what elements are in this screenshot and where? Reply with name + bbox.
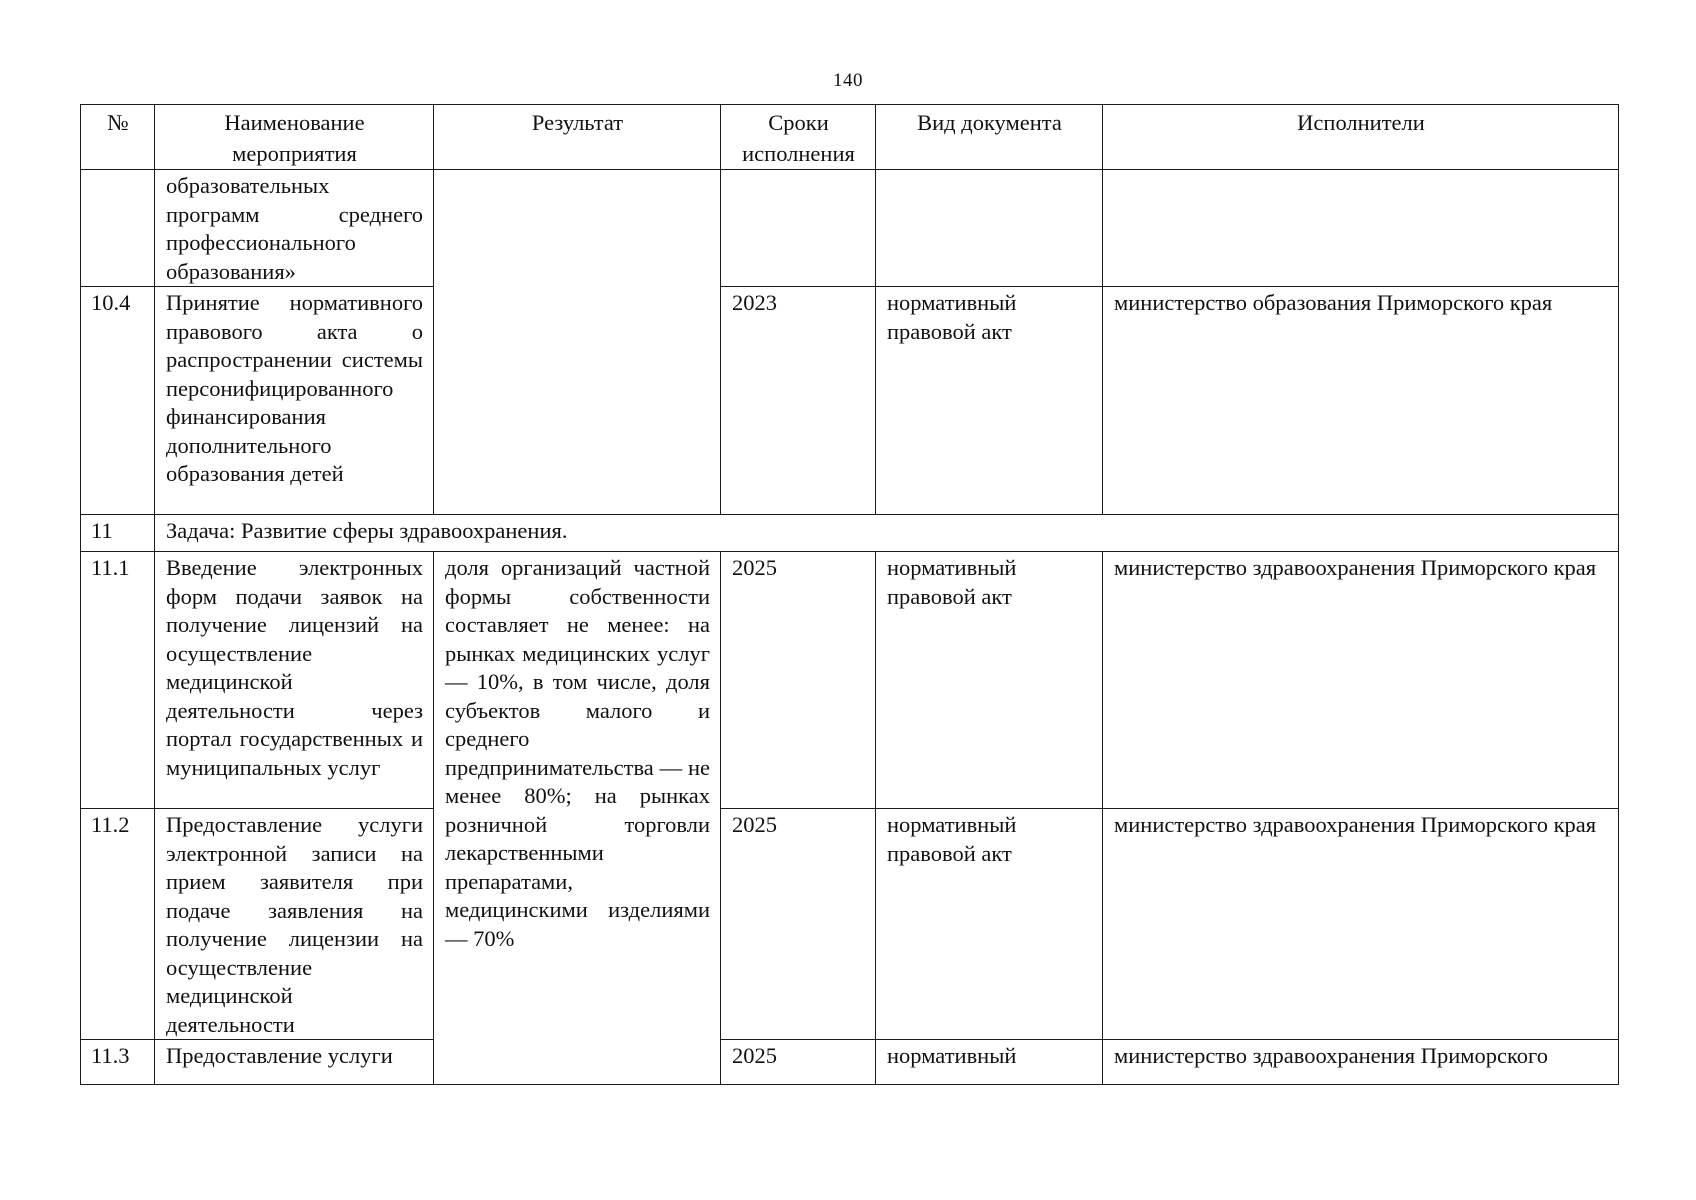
cell-num: 10.4 <box>81 287 155 515</box>
cell-num: 11.1 <box>81 552 155 809</box>
cell-deadline: 2025 <box>721 552 876 809</box>
cell-num: 11 <box>81 515 155 552</box>
header-result: Результат <box>434 105 721 170</box>
cell-name: Предоставление услуги электронной записи на прием заявителя при подаче заявления на получение лицензии на осуществление медицинской деятельности <box>155 809 434 1040</box>
cell-task-title: Задача: Развитие сферы здравоохранения. <box>155 515 1619 552</box>
cell-num: 11.2 <box>81 809 155 1040</box>
table-row-11-3 <box>81 1040 1619 1085</box>
cell-name: Предоставление услуги <box>155 1040 434 1085</box>
cell-name: Принятие нормативного правового акта о распространении системы персонифицированного финансирования дополнительного образования детей <box>155 287 434 515</box>
cell-executors <box>1103 170 1619 287</box>
cell-executors: министерство здравоохранения Приморского <box>1103 1040 1619 1085</box>
cell-num: 11.3 <box>81 1040 155 1085</box>
header-num: № <box>81 105 155 170</box>
cell-result: доля организаций частной формы собственности составляет не менее: на рынках медицинских услуг — 10%, в том числе, доля субъектов малого и среднего предпринимательства — не менее 80%; на рынках розничной торговли лекарственными препаратами, медицинскими изделиями — 70% <box>434 552 721 1085</box>
cell-executors: министерство образования Приморского края <box>1103 287 1619 515</box>
table-row-continuation <box>81 170 1619 287</box>
header-doc-type: Вид документа <box>876 105 1103 170</box>
cell-deadline: 2025 <box>721 809 876 1040</box>
cell-result <box>434 170 721 515</box>
cell-doc-type: нормативный правовой акт <box>876 287 1103 515</box>
cell-doc-type <box>876 170 1103 287</box>
cell-deadline: 2023 <box>721 287 876 515</box>
cell-deadline <box>721 170 876 287</box>
cell-deadline: 2025 <box>721 1040 876 1085</box>
cell-name: Введение электронных форм подачи заявок на получение лицензий на осуществление медицинской деятельности через портал государственных и муниципальных услуг <box>155 552 434 809</box>
table-row-10-4 <box>81 287 1619 515</box>
cell-executors: министерство здравоохранения Приморского края <box>1103 552 1619 809</box>
header-deadline: Сроки исполнения <box>721 105 876 170</box>
header-executors: Исполнители <box>1103 105 1619 170</box>
cell-doc-type: нормативный <box>876 1040 1103 1085</box>
measures-table <box>80 104 1619 1085</box>
cell-name: образовательных программ среднего профессионального образования» <box>155 170 434 287</box>
table-header-row <box>81 105 1619 170</box>
cell-doc-type: нормативный правовой акт <box>876 552 1103 809</box>
page-number: 140 <box>833 70 863 91</box>
cell-executors: министерство здравоохранения Приморского края <box>1103 809 1619 1040</box>
cell-doc-type: нормативный правовой акт <box>876 809 1103 1040</box>
header-name: Наименование мероприятия <box>155 105 434 170</box>
table-row-11-1 <box>81 552 1619 809</box>
table-row-task-11 <box>81 515 1619 552</box>
table-row-11-2 <box>81 809 1619 1040</box>
cell-num <box>81 170 155 287</box>
